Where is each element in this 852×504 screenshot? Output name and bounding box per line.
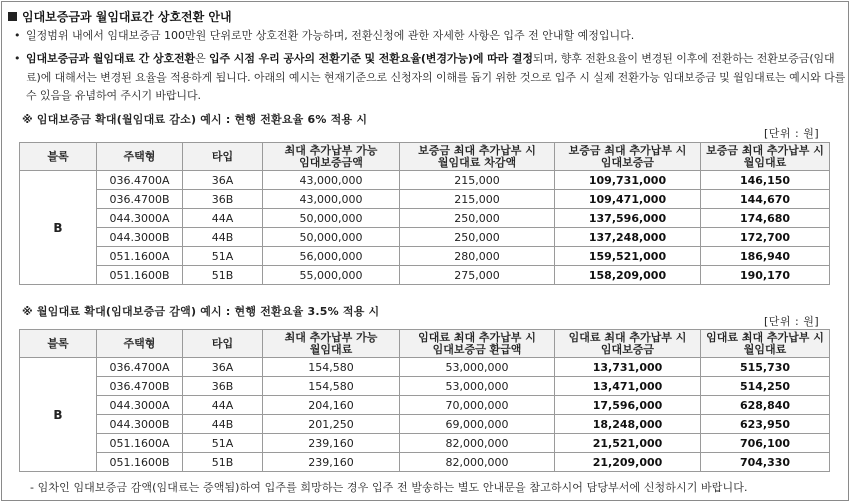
table-row <box>20 209 830 228</box>
table-cell: 204,160 <box>263 396 400 415</box>
bullet-text-2 <box>26 50 846 106</box>
column-header-line: 타입 <box>211 149 234 163</box>
column-header-line: 임대료 최대 추가납부 시 <box>706 331 824 344</box>
table-cell: 17,596,000 <box>555 396 701 415</box>
table-cell: 154,580 <box>263 358 400 377</box>
table-cell: 186,940 <box>701 247 830 266</box>
bullet-text-1: 일정범위 내에서 임대보증금 100만원 단위로만 상호전환 가능하며, 전환신청에 관한 자세한 사항은 입주 전 안내할 예정입니다. <box>26 29 635 42</box>
column-header-line: 임대보증금 <box>600 155 655 169</box>
column-header <box>97 143 183 171</box>
column-header-line: 월임대료 차감액 <box>437 155 517 169</box>
table-cell: 275,000 <box>400 266 555 285</box>
bullet-item-1 <box>14 27 634 45</box>
table-cell: 36B <box>183 377 263 396</box>
table-row <box>20 377 830 396</box>
table-cell: 36B <box>183 190 263 209</box>
table-cell: 515,730 <box>701 358 830 377</box>
column-header <box>263 143 400 171</box>
table-cell: 44A <box>183 209 263 228</box>
column-header-line: 주택형 <box>123 149 156 163</box>
table-cell: 215,000 <box>400 171 555 190</box>
table-cell: 036.4700B <box>97 190 183 209</box>
table-cell: 250,000 <box>400 228 555 247</box>
column-header <box>183 143 263 171</box>
column-header <box>97 330 183 358</box>
table-row <box>20 266 830 285</box>
table-cell: 172,700 <box>701 228 830 247</box>
table-cell: 109,731,000 <box>555 171 701 190</box>
column-header <box>701 330 830 358</box>
column-header-line: 임대료 최대 추가납부 시 <box>568 331 687 344</box>
table-cell: 250,000 <box>400 209 555 228</box>
square-bullet-icon <box>8 12 17 21</box>
text-segment: 되며, 향후 전환요율이 변경된 이후에 전환하는 전환보증금(임대료)에 대해서는 변경된 요율을 적용하게 됩니다. 아래의 예시는 현재기준으로 신청자의 이해를 돕기 위한 것으로 입주 시 실제 전환가능 임대보증금 및 월임대료는 예시와 다를 수 있음을 유념하여 주시기 바랍니다. <box>26 52 846 102</box>
table-cell: 036.4700A <box>97 171 183 190</box>
column-header <box>701 143 830 171</box>
highlight-conversion: 임대보증금과 월임대료 간 상호전환 <box>26 52 196 65</box>
column-header-line: 월임대료 <box>743 342 787 356</box>
table-cell: 158,209,000 <box>555 266 701 285</box>
table-row <box>20 434 830 453</box>
block-cell: B <box>20 171 97 285</box>
column-header-line: 보증금 최대 추가납부 시 <box>568 144 687 157</box>
column-header-line: 보증금 최대 추가납부 시 <box>706 144 824 157</box>
table-cell: 044.3000A <box>97 396 183 415</box>
table-cell: 36A <box>183 358 263 377</box>
text-segment: 은 <box>195 52 210 65</box>
column-header-line: 임대보증금 환급액 <box>432 342 522 356</box>
table-row <box>20 247 830 266</box>
table-cell: 215,000 <box>400 190 555 209</box>
table-cell: 13,471,000 <box>555 377 701 396</box>
column-header-line: 최대 추가납부 가능 <box>284 144 378 157</box>
table-cell: 82,000,000 <box>400 453 555 472</box>
column-header-line: 최대 추가납부 가능 <box>284 331 378 344</box>
table-cell: 109,471,000 <box>555 190 701 209</box>
table-cell: 53,000,000 <box>400 377 555 396</box>
table-cell: 051.1600B <box>97 266 183 285</box>
column-header-line: 타입 <box>211 336 234 350</box>
table-cell: 190,170 <box>701 266 830 285</box>
table-cell: 174,680 <box>701 209 830 228</box>
table-cell: 239,160 <box>263 453 400 472</box>
table1-subtitle: ※ 임대보증금 확대(월임대료 감소) 예시 : 현행 전환요율 6% 적용 시 <box>22 113 368 126</box>
table-row <box>20 453 830 472</box>
column-header-line: 보증금 최대 추가납부 시 <box>418 144 536 157</box>
table-cell: 044.3000B <box>97 415 183 434</box>
table-cell: 051.1600A <box>97 434 183 453</box>
table-cell: 704,330 <box>701 453 830 472</box>
table-cell: 18,248,000 <box>555 415 701 434</box>
table-cell: 51A <box>183 247 263 266</box>
column-header <box>263 330 400 358</box>
table-cell: 44B <box>183 415 263 434</box>
column-header <box>20 330 97 358</box>
table-cell: 036.4700B <box>97 377 183 396</box>
table-cell: 146,150 <box>701 171 830 190</box>
table-cell: 36A <box>183 171 263 190</box>
table-cell: 21,209,000 <box>555 453 701 472</box>
column-header-line: 블록 <box>47 336 69 350</box>
column-header <box>555 143 701 171</box>
footnote: - 임차인 임대보증금 감액(임대료는 증액됨)하여 입주를 희망하는 경우 입주 전 발송하는 별도 안내문을 참고하시어 담당부서에 신청하시기 바랍니다. <box>30 481 748 494</box>
table-cell: 13,731,000 <box>555 358 701 377</box>
table-cell: 51A <box>183 434 263 453</box>
rent-increase-table <box>19 329 830 472</box>
table-row <box>20 171 830 190</box>
table-cell: 69,000,000 <box>400 415 555 434</box>
table-cell: 159,521,000 <box>555 247 701 266</box>
table-cell: 051.1600B <box>97 453 183 472</box>
table-cell: 706,100 <box>701 434 830 453</box>
column-header <box>555 330 701 358</box>
table-cell: 44A <box>183 396 263 415</box>
table-cell: 51B <box>183 453 263 472</box>
column-header <box>400 143 555 171</box>
table-cell: 201,250 <box>263 415 400 434</box>
table-cell: 50,000,000 <box>263 228 400 247</box>
table1-unit: [단위 : 원] <box>764 127 820 140</box>
table-cell: 239,160 <box>263 434 400 453</box>
table-cell: 280,000 <box>400 247 555 266</box>
table-cell: 21,521,000 <box>555 434 701 453</box>
bullet-dot-icon: • <box>14 52 21 65</box>
table-cell: 70,000,000 <box>400 396 555 415</box>
block-cell: B <box>20 358 97 472</box>
table-row <box>20 228 830 247</box>
section-title <box>8 8 232 25</box>
table-cell: 154,580 <box>263 377 400 396</box>
highlight-criteria: 입주 시점 우리 공사의 전환기준 및 전환요율(변경가능)에 따라 결정 <box>209 52 533 65</box>
table-cell: 514,250 <box>701 377 830 396</box>
table-row <box>20 190 830 209</box>
column-header-line: 임대보증금 <box>600 342 655 356</box>
table-cell: 50,000,000 <box>263 209 400 228</box>
column-header-line: 임대료 최대 추가납부 시 <box>418 331 536 344</box>
table-cell: 044.3000A <box>97 209 183 228</box>
table-row <box>20 396 830 415</box>
column-header-line: 블록 <box>47 149 69 163</box>
column-header <box>183 330 263 358</box>
column-header-line: 주택형 <box>123 336 156 350</box>
table-cell: 44B <box>183 228 263 247</box>
section-title-text: 임대보증금과 월임대료간 상호전환 안내 <box>22 10 232 24</box>
column-header-line: 월임대료 <box>743 155 787 169</box>
table-cell: 43,000,000 <box>263 171 400 190</box>
table-cell: 82,000,000 <box>400 434 555 453</box>
table2-subtitle: ※ 월임대료 확대(임대보증금 감액) 예시 : 현행 전환요율 3.5% 적용 시 <box>22 305 380 318</box>
table-row <box>20 358 830 377</box>
table-cell: 137,248,000 <box>555 228 701 247</box>
table2-unit: [단위 : 원] <box>764 315 820 328</box>
table-cell: 56,000,000 <box>263 247 400 266</box>
table-cell: 051.1600A <box>97 247 183 266</box>
table-row <box>20 415 830 434</box>
table-cell: 628,840 <box>701 396 830 415</box>
bullet-dot-icon: • <box>14 29 21 42</box>
table-cell: 55,000,000 <box>263 266 400 285</box>
table-cell: 044.3000B <box>97 228 183 247</box>
column-header <box>400 330 555 358</box>
table-cell: 137,596,000 <box>555 209 701 228</box>
deposit-increase-table <box>19 142 830 285</box>
column-header-line: 임대보증금액 <box>299 155 363 169</box>
table-cell: 144,670 <box>701 190 830 209</box>
column-header-line: 월임대료 <box>309 342 353 356</box>
table-cell: 53,000,000 <box>400 358 555 377</box>
table-cell: 51B <box>183 266 263 285</box>
table-cell: 43,000,000 <box>263 190 400 209</box>
column-header <box>20 143 97 171</box>
table-cell: 623,950 <box>701 415 830 434</box>
table-cell: 036.4700A <box>97 358 183 377</box>
